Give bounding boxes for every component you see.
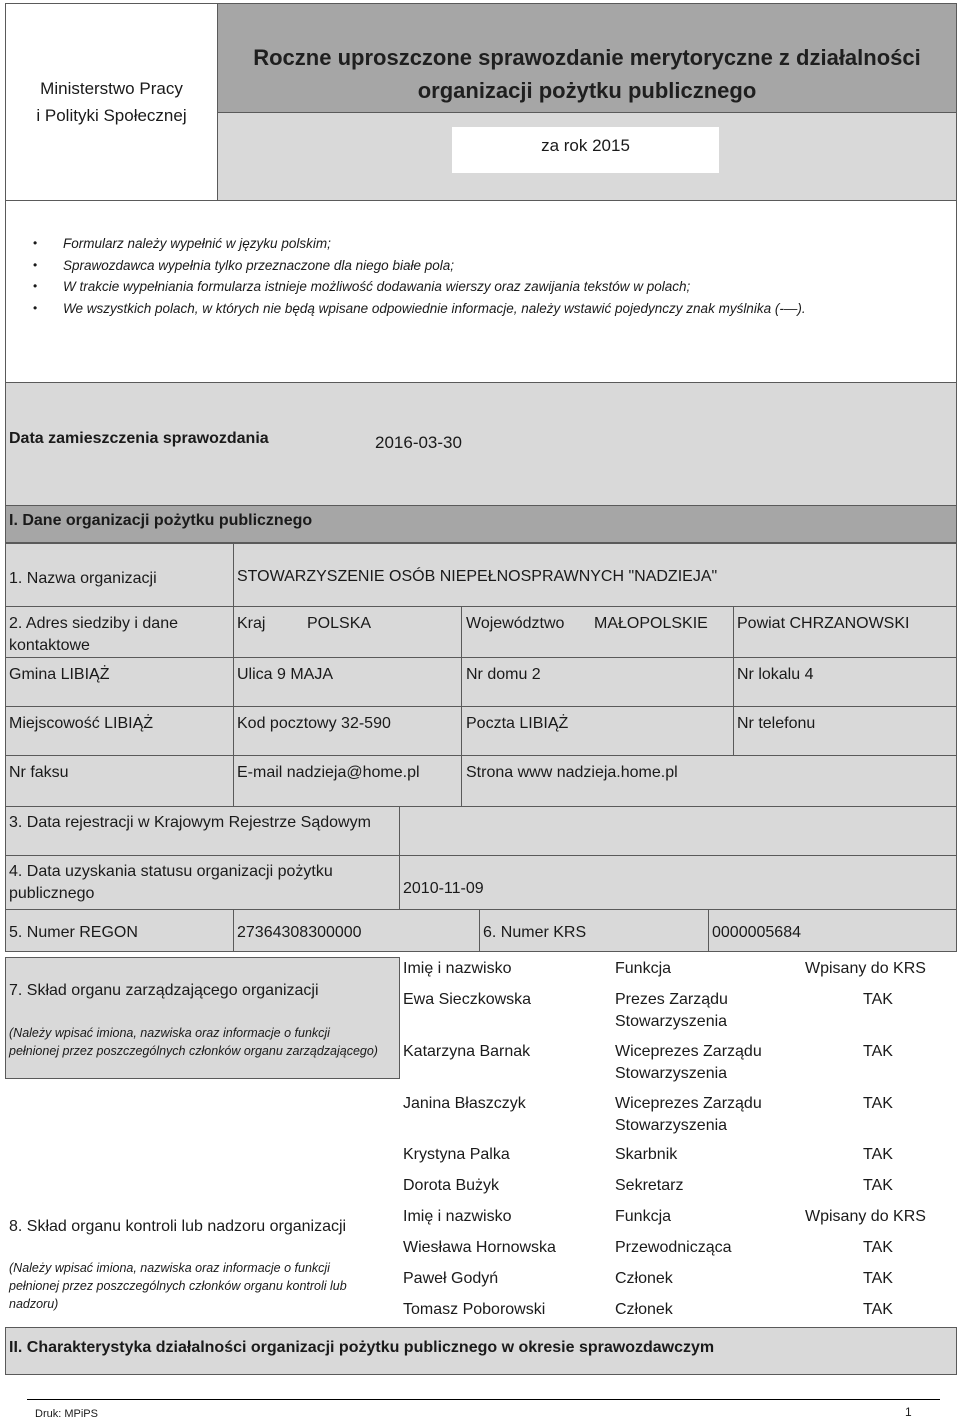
address-label-line1: 2. Adres siedziby i dane [9,615,178,632]
instruction-item: • W trakcie wypełniania formularza istnieje możliwość dodawania wierszy oraz zawijania tekstów w polach; [33,276,806,298]
board-header-role: Funkcja [615,960,672,977]
board-member-krs: TAK [863,1043,893,1060]
board-member-role: Wiceprezes Zarządu [615,1043,762,1060]
wojewodztwo-label: Województwo [466,615,565,632]
board-note-line2: pełnionej przez poszczególnych członków organu zarządzającego) [9,1044,378,1058]
control-header-role: Funkcja [615,1208,672,1225]
instructions-list [33,233,806,319]
control-note-line2: pełnionej przez poszczególnych członków organu kontroli lub [9,1279,347,1293]
powiat-value: Powiat CHRZANOWSKI [737,615,910,632]
gmina-value: Gmina LIBIĄŻ [9,666,110,683]
ministry-box [5,3,218,201]
board-member-role: Skarbnik [615,1146,678,1163]
board-member-name: Krystyna Palka [403,1146,510,1163]
nr-lokalu-value: Nr lokalu 4 [737,666,814,683]
board-header-name: Imię i nazwisko [403,960,512,977]
board-member-role: Sekretarz [615,1177,684,1194]
publication-date[interactable]: 2016-03-30 [375,433,462,452]
control-note-line3: nadzoru) [9,1297,59,1311]
kraj-value: POLSKA [307,615,372,632]
board-member-krs: TAK [863,1146,893,1163]
instruction-item: • Formularz należy wypełnić w języku polskim; [33,233,806,255]
status-label-line2: publicznego [9,885,95,902]
krs-registration-label: 3. Data rejestracji w Krajowym Rejestrze Sądowym [9,814,371,831]
control-header-name: Imię i nazwisko [403,1208,512,1225]
control-member-role: Członek [615,1301,673,1318]
report-title-line1: Roczne uproszczone sprawozdanie merytoryczne z działalności [253,45,921,70]
faks-label: Nr faksu [9,764,69,781]
control-title: 8. Skład organu kontroli lub nadzoru organizacji [9,1218,347,1235]
control-header-krs: Wpisany do KRS [805,1208,926,1225]
control-member-role: Przewodnicząca [615,1239,732,1256]
year-label: za rok 2015 [541,136,630,155]
control-member-role: Członek [615,1270,673,1287]
instruction-item: • Sprawozdawca wypełnia tylko przeznaczone dla niego białe pola; [33,255,806,277]
board-member-krs: TAK [863,991,893,1008]
miejscowosc-value: Miejscowość LIBIĄŻ [9,715,154,732]
board-member-name: Dorota Bużyk [403,1177,500,1194]
board-member-name: Janina Błaszczyk [403,1095,526,1112]
kod-pocztowy-value: Kod pocztowy 32-590 [237,715,391,732]
instruction-item: • We wszystkich polach, w których nie będą wpisane odpowiednie informacje, należy wstawić pojedynczy znak myślnika (-—). [33,298,806,320]
control-member-krs: TAK [863,1301,893,1318]
board-label-cell [5,957,400,1079]
footer-print: Druk: MPiPS [35,1408,98,1420]
board-member-name: Ewa Sieczkowska [403,991,532,1008]
ministry-name-line2: i Polityki Społecznej [36,106,187,125]
board-header-krs: Wpisany do KRS [805,960,926,977]
www-value: Strona www nadzieja.home.pl [466,764,678,781]
report-title-line2: organizacji pożytku publicznego [417,78,757,103]
regon-value: 27364308300000 [237,924,362,941]
board-member-role-cont: Stowarzyszenia [615,1117,728,1134]
telefon-label: Nr telefonu [737,715,816,732]
status-date: 2010-11-09 [403,880,484,897]
email-value: E-mail nadzieja@home.pl [237,764,420,781]
section-1-title: I. Dane organizacji pożytku publicznego [9,512,313,529]
org-name-value: STOWARZYSZENIE OSÓB NIEPEŁNOSPRAWNYCH "NADZIEJA" [237,568,718,585]
krs-label: 6. Numer KRS [483,924,587,941]
board-title: 7. Skład organu zarządzającego organizacji [9,982,319,999]
krs-value: 0000005684 [712,924,801,941]
control-member-name: Wiesława Hornowska [403,1239,556,1256]
krs-registration-value-cell[interactable] [399,806,957,856]
board-member-role-cont: Stowarzyszenia [615,1013,728,1030]
wojewodztwo-value: MAŁOPOLSKIE [594,615,708,632]
org-name-label: 1. Nazwa organizacji [9,570,157,587]
board-member-krs: TAK [863,1177,893,1194]
board-member-role: Prezes Zarządu [615,991,728,1008]
control-member-name: Paweł Godyń [403,1270,499,1287]
status-label-line1: 4. Data uzyskania statusu organizacji pożytku [9,863,333,880]
board-member-role-cont: Stowarzyszenia [615,1065,728,1082]
control-member-krs: TAK [863,1270,893,1287]
address-label-line2: kontaktowe [9,637,90,654]
footer-page-number: 1 [905,1405,912,1419]
publication-label: Data zamieszczenia sprawozdania [9,430,269,447]
kraj-label: Kraj [237,615,266,632]
board-member-role: Wiceprezes Zarządu [615,1095,762,1112]
regon-label: 5. Numer REGON [9,924,138,941]
board-note-line1: (Należy wpisać imiona, nazwiska oraz informacje o funkcji [9,1026,330,1040]
poczta-value: Poczta LIBIĄŻ [466,715,569,732]
ulica-value: Ulica 9 MAJA [237,666,334,683]
control-note-line1: (Należy wpisać imiona, nazwiska oraz informacje o funkcji [9,1261,330,1275]
board-member-krs: TAK [863,1095,893,1112]
section-2-title: II. Charakterystyka działalności organizacji pożytku publicznego w okresie sprawozdawczym [9,1339,715,1356]
control-member-krs: TAK [863,1239,893,1256]
footer-divider [27,1399,940,1400]
ministry-name-line1: Ministerstwo Pracy [40,79,183,98]
nr-domu-value: Nr domu 2 [466,666,541,683]
board-member-name: Katarzyna Barnak [403,1043,531,1060]
control-member-name: Tomasz Poborowski [403,1301,546,1318]
